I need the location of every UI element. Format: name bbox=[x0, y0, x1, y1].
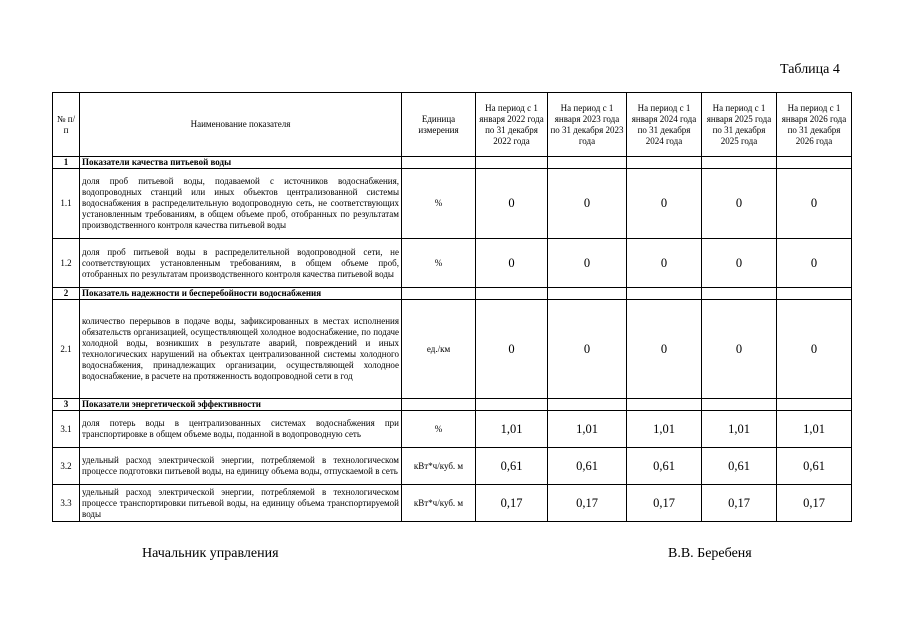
empty-cell bbox=[702, 288, 777, 300]
header-num: № п/п bbox=[53, 93, 80, 157]
header-period-2025: На период с 1 января 2025 года по 31 декабря 2025 года bbox=[702, 93, 777, 157]
table-caption: Таблица 4 bbox=[780, 62, 840, 77]
value-cell: 0 bbox=[777, 300, 852, 399]
empty-cell bbox=[627, 288, 702, 300]
unit-cell: % bbox=[402, 411, 476, 448]
value-cell: 0 bbox=[476, 239, 548, 288]
section-row bbox=[53, 157, 852, 169]
empty-cell bbox=[476, 399, 548, 411]
table-header-row bbox=[53, 93, 852, 157]
section-number: 1 bbox=[53, 157, 80, 169]
empty-cell bbox=[777, 288, 852, 300]
empty-cell bbox=[702, 399, 777, 411]
header-unit: Единица измерения bbox=[402, 93, 476, 157]
table-row bbox=[53, 485, 852, 522]
value-cell: 0,17 bbox=[777, 485, 852, 522]
empty-cell bbox=[476, 288, 548, 300]
empty-cell bbox=[777, 157, 852, 169]
empty-cell bbox=[777, 399, 852, 411]
section-title: Показатель надежности и бесперебойности водоснабжения bbox=[80, 288, 402, 300]
empty-cell bbox=[548, 157, 627, 169]
value-cell: 0 bbox=[548, 169, 627, 239]
indicator-name: количество перерывов в подаче воды, зафиксированных в местах исполнения обязательств организацией, осуществляющей холодное водоснабжение, по подаче холодной воды, возникших в результате аварий, повреждений и иных технологических нарушений на объектах централизованной системы холодного водоснабжения, принадлежащих организации, осуществляющей холодное водоснабжение, в расчете на протяженность водопроводной сети в год bbox=[80, 300, 402, 399]
indicators-table bbox=[52, 92, 852, 522]
section-number: 3 bbox=[53, 399, 80, 411]
unit-cell: кВт*ч/куб. м bbox=[402, 448, 476, 485]
value-cell: 0 bbox=[777, 239, 852, 288]
header-period-2023: На период с 1 января 2023 года по 31 декабря 2023 года bbox=[548, 93, 627, 157]
empty-cell bbox=[548, 399, 627, 411]
unit-cell: ед./км bbox=[402, 300, 476, 399]
empty-cell bbox=[402, 157, 476, 169]
empty-cell bbox=[548, 288, 627, 300]
value-cell: 0,61 bbox=[548, 448, 627, 485]
header-period-2026: На период с 1 января 2026 года по 31 декабря 2026 года bbox=[777, 93, 852, 157]
table-body bbox=[53, 93, 852, 522]
indicator-name: доля потерь воды в централизованных системах водоснабжения при транспортировке в общем объеме воды, поданной в водопроводную сеть bbox=[80, 411, 402, 448]
value-cell: 0,61 bbox=[777, 448, 852, 485]
value-cell: 0 bbox=[702, 300, 777, 399]
value-cell: 0 bbox=[702, 169, 777, 239]
section-row bbox=[53, 399, 852, 411]
empty-cell bbox=[476, 157, 548, 169]
indicator-name: удельный расход электрической энергии, потребляемой в технологическом процессе подготовки питьевой воды, на единицу объема воды, отпускаемой в сеть bbox=[80, 448, 402, 485]
unit-cell: кВт*ч/куб. м bbox=[402, 485, 476, 522]
value-cell: 0 bbox=[627, 239, 702, 288]
row-number: 3.1 bbox=[53, 411, 80, 448]
table-row bbox=[53, 300, 852, 399]
signer-position: Начальник управления bbox=[142, 546, 279, 561]
table-row bbox=[53, 239, 852, 288]
table-row bbox=[53, 411, 852, 448]
table-row bbox=[53, 169, 852, 239]
value-cell: 0,61 bbox=[627, 448, 702, 485]
section-number: 2 bbox=[53, 288, 80, 300]
value-cell: 0,61 bbox=[476, 448, 548, 485]
empty-cell bbox=[702, 157, 777, 169]
indicator-name: доля проб питьевой воды в распределительной водопроводной сети, не соответствующих установленным требованиям, в общем объеме проб, отобранных по результатам производственного контроля качества питьевой воды bbox=[80, 239, 402, 288]
row-number: 2.1 bbox=[53, 300, 80, 399]
value-cell: 0 bbox=[702, 239, 777, 288]
value-cell: 0,17 bbox=[476, 485, 548, 522]
value-cell: 0,61 bbox=[702, 448, 777, 485]
value-cell: 0 bbox=[548, 239, 627, 288]
header-name: Наименование показателя bbox=[80, 93, 402, 157]
value-cell: 0 bbox=[548, 300, 627, 399]
unit-cell: % bbox=[402, 239, 476, 288]
value-cell: 0 bbox=[476, 169, 548, 239]
empty-cell bbox=[627, 157, 702, 169]
value-cell: 0 bbox=[476, 300, 548, 399]
indicator-name: доля проб питьевой воды, подаваемой с источников водоснабжения, водопроводных станций или иных объектов централизованной системы водоснабжения в распределительную водопроводную сеть, не соответствующих установленным требованиям, в общем объеме проб, отобранных по результатам производственного контроля качества питьевой воды bbox=[80, 169, 402, 239]
value-cell: 0,17 bbox=[627, 485, 702, 522]
header-period-2022: На период с 1 января 2022 года по 31 декабря 2022 года bbox=[476, 93, 548, 157]
value-cell: 0,17 bbox=[548, 485, 627, 522]
unit-cell: % bbox=[402, 169, 476, 239]
section-title: Показатели качества питьевой воды bbox=[80, 157, 402, 169]
value-cell: 0 bbox=[627, 169, 702, 239]
value-cell: 1,01 bbox=[548, 411, 627, 448]
value-cell: 0 bbox=[627, 300, 702, 399]
table-row bbox=[53, 448, 852, 485]
indicator-name: удельный расход электрической энергии, потребляемой в технологическом процессе транспортировки питьевой воды, на единицу объема транспортируемой воды bbox=[80, 485, 402, 522]
value-cell: 1,01 bbox=[777, 411, 852, 448]
row-number: 3.2 bbox=[53, 448, 80, 485]
empty-cell bbox=[402, 399, 476, 411]
section-title: Показатели энергетической эффективности bbox=[80, 399, 402, 411]
row-number: 1.2 bbox=[53, 239, 80, 288]
row-number: 1.1 bbox=[53, 169, 80, 239]
value-cell: 0,17 bbox=[702, 485, 777, 522]
section-row bbox=[53, 288, 852, 300]
empty-cell bbox=[402, 288, 476, 300]
value-cell: 1,01 bbox=[476, 411, 548, 448]
header-period-2024: На период с 1 января 2024 года по 31 декабря 2024 года bbox=[627, 93, 702, 157]
value-cell: 1,01 bbox=[627, 411, 702, 448]
empty-cell bbox=[627, 399, 702, 411]
signer-name: В.В. Беребеня bbox=[668, 546, 752, 561]
value-cell: 0 bbox=[777, 169, 852, 239]
row-number: 3.3 bbox=[53, 485, 80, 522]
value-cell: 1,01 bbox=[702, 411, 777, 448]
